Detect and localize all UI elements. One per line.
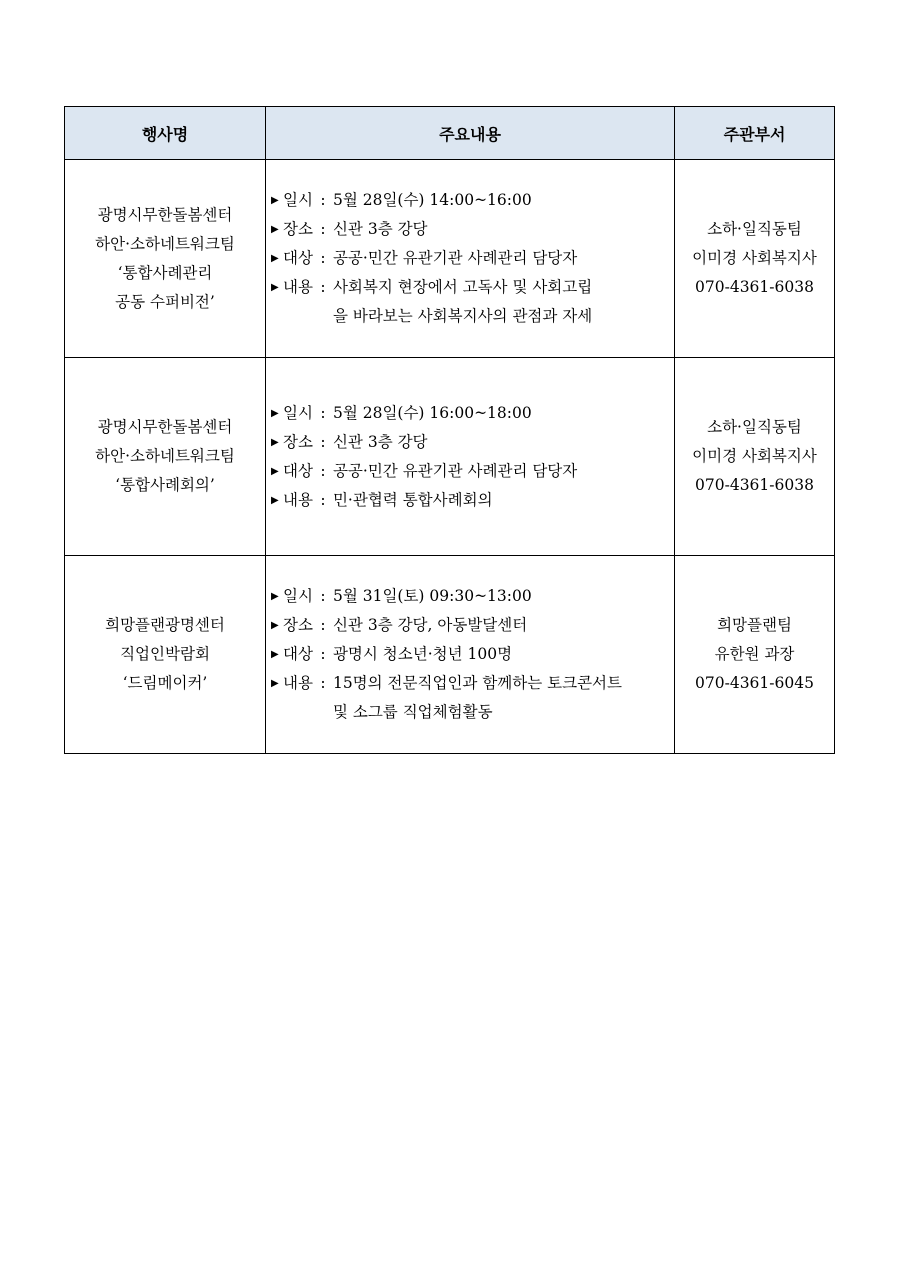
header-event-name: 행사명 — [65, 107, 266, 160]
triangle-bullet-icon: ▶ — [271, 649, 279, 660]
detail-label: 내용 — [283, 490, 313, 509]
triangle-bullet-icon: ▶ — [271, 436, 279, 448]
event-name-cell — [65, 160, 266, 358]
detail-label: 대상 — [283, 461, 313, 480]
detail-separator: : — [320, 249, 326, 267]
detail-value-line: 신관 3층 강당, 아동발달센터 — [332, 616, 528, 634]
detail-separator: : — [320, 645, 326, 663]
event-name-line: ‘통합사례관리 — [117, 263, 213, 282]
detail-label: 장소 — [283, 432, 313, 451]
detail-separator: : — [320, 432, 326, 451]
header-department: 주관부서 — [675, 107, 835, 160]
detail-value-line: 공공·민간 유관기관 사례관리 담당자 — [332, 249, 578, 267]
detail-value-line: 민·관협력 통합사례회의 — [332, 490, 493, 509]
detail-item — [271, 273, 672, 331]
triangle-bullet-icon: ▶ — [271, 591, 279, 602]
department-line: 이미경 사회복지사 — [692, 447, 817, 465]
triangle-bullet-icon: ▶ — [271, 620, 279, 631]
department-line: 070-4361-6038 — [695, 278, 814, 296]
triangle-bullet-icon: ▶ — [271, 282, 279, 293]
detail-item — [271, 486, 672, 515]
detail-item — [271, 215, 672, 244]
department-cell — [675, 358, 835, 556]
table-row — [65, 358, 835, 556]
detail-item — [271, 428, 672, 457]
detail-item — [271, 244, 672, 273]
detail-item — [271, 669, 672, 727]
table-row — [65, 556, 835, 754]
event-name-line: ‘통합사례회의’ — [115, 476, 215, 494]
detail-value-line: 5월 28일(수) 14:00~16:00 — [332, 191, 532, 209]
detail-value — [333, 215, 672, 244]
event-name-line: 광명시무한돌봄센터 — [97, 418, 233, 436]
triangle-bullet-icon: ▶ — [271, 253, 279, 264]
detail-label: 내용 — [283, 278, 313, 296]
detail-separator: : — [320, 403, 326, 422]
event-name-line: 희망플랜광명센터 — [105, 616, 225, 634]
triangle-bullet-icon: ▶ — [271, 195, 279, 206]
event-name-line: ‘드림메이커’ — [122, 674, 208, 692]
event-name-line: 광명시무한돌봄센터 — [97, 205, 233, 224]
detail-value-line: 5월 31일(토) 09:30~13:00 — [332, 587, 532, 605]
department-cell — [675, 160, 835, 358]
header-main-content: 주요내용 — [266, 107, 675, 160]
triangle-bullet-icon: ▶ — [271, 407, 279, 419]
detail-value — [333, 244, 672, 273]
detail-label: 내용 — [283, 674, 313, 692]
detail-separator: : — [320, 490, 326, 509]
detail-item — [271, 399, 672, 428]
department-line: 희망플랜팀 — [717, 616, 792, 634]
detail-label: 장소 — [283, 616, 313, 634]
detail-item — [271, 640, 672, 669]
event-table — [64, 106, 835, 754]
detail-label: 대상 — [283, 249, 313, 267]
detail-value-line: 신관 3층 강당 — [332, 220, 428, 238]
detail-value — [333, 186, 672, 215]
detail-value-line: 사회복지 현장에서 고독사 및 사회고립 — [332, 278, 593, 296]
department-line: 소하·일직동팀 — [707, 418, 802, 436]
detail-item — [271, 186, 672, 215]
header-row — [65, 107, 835, 160]
detail-value-line: 공공·민간 유관기관 사례관리 담당자 — [332, 461, 578, 480]
event-name-line: 하안·소하네트워크팀 — [95, 234, 235, 253]
detail-value-line: 15명의 전문직업인과 함께하는 토크콘서트 — [332, 674, 622, 692]
detail-separator: : — [320, 587, 326, 605]
detail-value-line: 신관 3층 강당 — [332, 432, 428, 451]
detail-separator: : — [320, 616, 326, 634]
department-line: 소하·일직동팀 — [707, 220, 802, 238]
detail-label: 일시 — [283, 403, 313, 422]
department-line: 070-4361-6045 — [695, 674, 814, 692]
detail-item — [271, 457, 672, 486]
event-name-line: 공동 수퍼비전’ — [115, 292, 215, 311]
detail-value — [333, 669, 672, 727]
triangle-bullet-icon: ▶ — [271, 224, 279, 235]
detail-item — [271, 611, 672, 640]
detail-separator: : — [320, 220, 326, 238]
detail-label: 일시 — [283, 191, 313, 209]
event-details-cell — [266, 556, 675, 754]
detail-value-line: 광명시 청소년·청년 100명 — [332, 645, 513, 663]
detail-value — [333, 486, 672, 515]
detail-value-line: 및 소그룹 직업체험활동 — [332, 703, 493, 721]
detail-separator: : — [320, 461, 326, 480]
detail-value — [333, 399, 672, 428]
event-name-line: 하안·소하네트워크팀 — [95, 447, 235, 465]
detail-value-line: 5월 28일(수) 16:00~18:00 — [332, 403, 532, 422]
detail-separator: : — [320, 191, 326, 209]
department-line: 이미경 사회복지사 — [692, 249, 817, 267]
event-details-cell — [266, 358, 675, 556]
table-row — [65, 160, 835, 358]
detail-separator: : — [320, 278, 326, 296]
detail-value — [333, 428, 672, 457]
triangle-bullet-icon: ▶ — [271, 494, 279, 506]
triangle-bullet-icon: ▶ — [271, 465, 279, 477]
detail-value — [333, 457, 672, 486]
event-details-cell — [266, 160, 675, 358]
detail-value — [333, 611, 672, 640]
triangle-bullet-icon: ▶ — [271, 678, 279, 689]
detail-value — [333, 640, 672, 669]
event-name-cell — [65, 556, 266, 754]
detail-label: 대상 — [283, 645, 313, 663]
detail-separator: : — [320, 674, 326, 692]
department-line: 유한원 과장 — [714, 645, 795, 663]
department-cell — [675, 556, 835, 754]
detail-value — [333, 273, 672, 331]
detail-value — [333, 582, 672, 611]
detail-label: 일시 — [283, 587, 313, 605]
detail-label: 장소 — [283, 220, 313, 238]
event-name-cell — [65, 358, 266, 556]
department-line: 070-4361-6038 — [695, 476, 814, 494]
event-name-line: 직업인박람회 — [120, 645, 210, 663]
detail-value-line: 을 바라보는 사회복지사의 관점과 자세 — [332, 307, 593, 325]
detail-item — [271, 582, 672, 611]
